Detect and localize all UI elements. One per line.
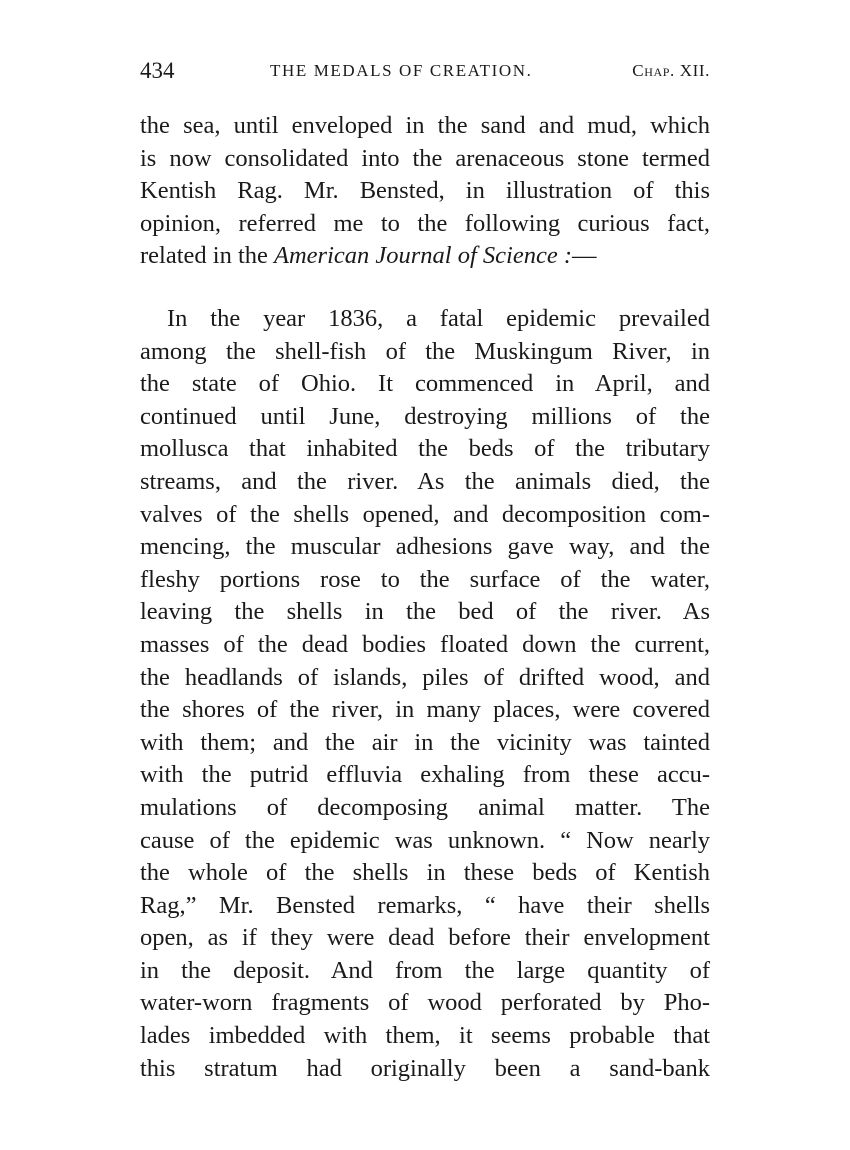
text-line: the headlands of islands, piles of drifted wood, and	[140, 663, 710, 691]
text-line: open, as if they were dead before their envelopment	[140, 924, 710, 952]
text-line: with the putrid effluvia exhaling from these accu-	[140, 761, 710, 789]
text-line: is now consolidated into the arenaceous stone termed	[140, 144, 710, 172]
text-line: cause of the epidemic was unknown. “ Now nearly	[140, 826, 710, 854]
text-line: valves of the shells opened, and decomposition com-	[140, 500, 710, 528]
text-line: mencing, the muscular adhesions gave way, and the	[140, 533, 710, 561]
text-line: this stratum had originally been a sand-bank	[140, 1054, 710, 1082]
text-line: In the year 1836, a fatal epidemic prevailed	[167, 305, 710, 332]
text-line: streams, and the river. As the animals died, the	[140, 467, 710, 495]
text-line: lades imbedded with them, it seems probable that	[140, 1022, 710, 1050]
text-line: the shores of the river, in many places, were covered	[140, 696, 710, 724]
paragraph-2	[140, 303, 710, 1085]
text-line: in the deposit. And from the large quantity of	[140, 956, 710, 984]
text-line: the sea, until enveloped in the sand and mud, which	[140, 112, 710, 139]
text-line: fleshy portions rose to the surface of the water,	[140, 565, 710, 593]
text-line: among the shell-fish of the Muskingum River, in	[140, 337, 710, 365]
page-number: 434	[140, 58, 175, 83]
chapter-label: Chap. XII.	[632, 61, 710, 80]
line-text: related in the	[140, 242, 275, 270]
text-line: Rag,” Mr. Bensted remarks, “ have their shells	[140, 891, 710, 919]
text-line: with them; and the air in the vicinity was tainted	[140, 728, 710, 756]
text-line: leaving the shells in the bed of the river. As	[140, 598, 710, 626]
running-title: THE MEDALS OF CREATION.	[270, 61, 533, 80]
journal-title: American Journal of Science :	[274, 242, 572, 270]
text-line: the state of Ohio. It commenced in April, and	[140, 370, 710, 398]
text-line: continued until June, destroying millions of the	[140, 402, 710, 430]
text-line: mollusca that inhabited the beds of the tributary	[140, 435, 710, 463]
text-line	[140, 240, 710, 273]
dash: —	[572, 242, 597, 270]
text-line: water-worn fragments of wood perforated by Pho-	[140, 989, 710, 1017]
text-line: Kentish Rag. Mr. Bensted, in illustration of this	[140, 177, 710, 205]
text-line: masses of the dead bodies floated down the current,	[140, 630, 710, 658]
text-line: opinion, referred me to the following curious fact,	[140, 209, 710, 237]
text-line: the whole of the shells in these beds of Kentish	[140, 859, 710, 887]
text-line: mulations of decomposing animal matter. The	[140, 793, 710, 821]
running-head	[140, 58, 710, 88]
paragraph-1	[140, 110, 710, 273]
